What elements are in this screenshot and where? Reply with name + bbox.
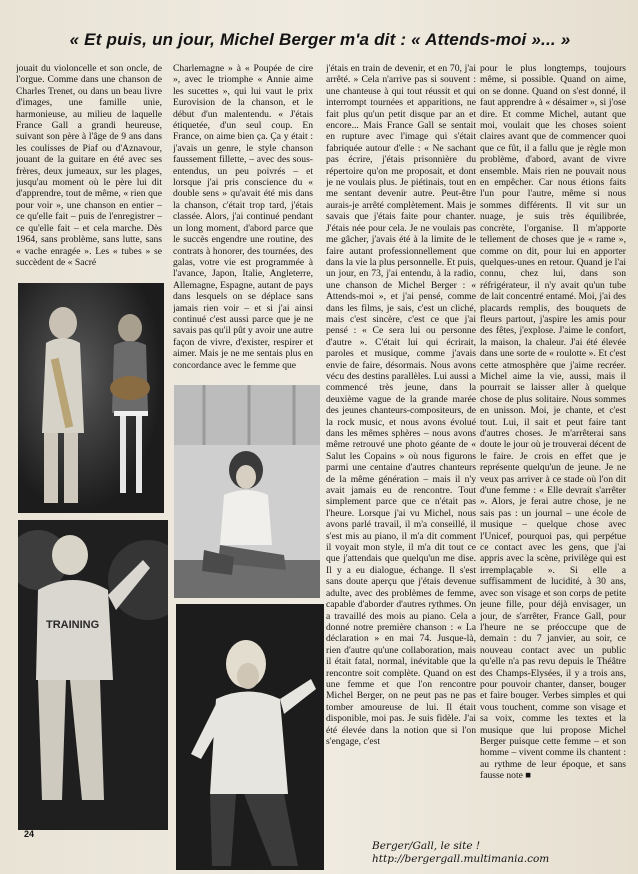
article-column-2	[173, 63, 313, 385]
article-column-3	[326, 63, 476, 853]
photo-saxophone-guitar-musicians	[18, 283, 164, 513]
column-1-text: jouait du violoncelle et son oncle, de l'orgue. Comme dans une chanson de Charles Trenet, ou dans un beau livre d'images, une famille unie, harmonieuse, au milieu de laquelle France Gall a grandi heureuse, suivant son père à l'âge de 9 ans dans les coulisses de Piaf ou d'Aznavour, jouant de la guitare en été avec ses frères, deux jumeaux, sur les plages, jusqu'au moment où le père lui dit d'apprendre, tout de même, « rien que pour voir », une chanson en entier – ce qu'elle fait – puis de l'enregistrer – ce qu'elle fait – et cela marche. Dès 1964, sans problème, sans lutte, sans « vache enragée ». Les « tubes » se succèdent de « Sacré	[16, 63, 162, 268]
photo-woman-training-sweatshirt	[18, 520, 168, 830]
page-number: 24	[24, 829, 35, 839]
photo-woman-dancing	[176, 604, 324, 870]
column-4-text: pour le plus longtemps, toujours même, si possible. Quand on aime, on se donne. Quand on s'est donné, il faut apprendre à « désaimer », si j'ose dire. Et comme Michel, autant que moi, voulait que les choses soient claires avant que de commencer quoi que ce fût, il a fallu que je règle mon problème, d'abord, avant de vivre ensemble. Mais rien ne pouvait nous en empêcher. Car nous étions faits l'un pour l'autre, même si nous sommes différents. Il vit sur un nuage, je suis très équilibrée, concrète, l'organise. Il m'apporte tellement de choses que je « rame », comme on dit, pour lui en apporter quelques-unes en retour. Quand je l'ai connu, chez lui, dans son réfrigérateur, il n'y avait qu'un tube de lait concentré entamé. Moi, j'ai des placards remplis, des bouquets de fleurs partout, j'aspire les amis pour des fêtes, j'explose. J'aime le confort, la maison, la chaleur. J'ai été élevée dans une sorte de « roulotte ». Et c'est cette atmosphère que j'aime recréer. Michel aime la vie, aussi, mais il pourrait se laisser aller à quelque chose de plus solitaire. Nous sommes en unisson. Moi, je chante, et c'est tout. Lui, il sait et peut faire tant d'autres choses. Je m'arrêterai sans doute le jour où je trouverai décent de le faire. Je crois en effet que je représente quelqu'un de jeune. Je ne veux pas arriver à ce stade où l'on dit d'une femme : « Elle devrait s'arrêter ». Alors, je ferai autre chose, je ne sais pas : un journal – une école de musique – quelque chose avec l'Unicef, pourquoi pas, qui perpétue ce contact avec les gens, que j'ai appris avec la scène, privilège qui est irremplaçable ». Si elle a suffisamment de lucidité, à 30 ans, avec son visage et son corps de petite jeune fille, pour déjà envisager, un jour, de s'arrêter, France Gall, pour l'heure ne se préoccupe que de demain : du 7 janvier, au soir, ce nouveau contact avec un public qu'elle n'a pas revu depuis le Théâtre des Champs-Elysées, il y a trois ans, pour pouvoir chanter, danser, bouger et faire bouger. Verbes simples et qui vous touchent, comme son visage et sa voix, comme les textes et la musique que lui propose Michel Berger puisque cette femme – et son homme – vivent comme ils chantent : au rythme de leur époque, et sans fausse note ■	[480, 63, 626, 782]
column-2-text: Charlemagne » à « Poupée de cire », avec le triomphe « Annie aime les sucettes », qui lui vaut le prix Eurovision de la chanson, et le début d'un malentendu. « J'étais étiquetée, d'un seul coup. En France, on aime bien ça. Ça y était : j'avais un genre, le style chanson faussement fillette, – avec des sous-entendus, un peu poivrés – et lorsque j'ai pris conscience du « double sens » qu'avait été mis dans la chanson, c'était trop tard, j'étais classée. Alors, j'ai continué pendant un long moment, d'abord parce que le succès engendre une routine, des contrats à honorer, des tournées, des galas, votre vie est programmée à l'avance, Japon, Italie, Angleterre, Allemagne, Espagne, autant de pays dans lesquels on se déplace sans jamais rien voir – et si j'ai ainsi continué c'est aussi parce que je ne savais pas qu'il pût y avoir une autre façon de vivre, d'exister, respirer et aimer. Mais je ne me sentais plus en concordance avec le femme que	[173, 63, 313, 371]
column-3-text: j'étais en train de devenir, et en 70, j'ai arrêté. » Cela n'arrive pas si souvent : une chanteuse à qui tout réussit et qui interrompt tournées et apparitions, ne fait plus qu'un petit disque par an et encore... Mais France Gall se sentait en rupture avec l'image qui s'était fabriquée autour d'elle : « Ne sachant pas écrire, j'étais prisonnière du répertoire qu'on me proposait, et dont je ne voulais plus. Je piétinais, tout en me sentant devenir autre. Peut-être aurais-je arrêté complètement. Mais je savais que j'étais faite pour chanter. J'étais née pour cela. Je ne voulais pas me gâcher, j'avais été à la limite de le faire autant professionnellement que dans la vie la plus personnelle. Et puis, un jour, en 73, j'ai entendu, à la radio, une chanson de Michel Berger : « Attends-moi », et j'ai pensé, comme dans les films, je sais, c'est un cliché, mais c'est sincère, c'est ce que j'ai pensé : « Ce sera lui ou personne d'autre ». C'était lui qui écrirait, paroles et musique, comme j'avais envie de faire, désormais. Nous avons vécu des destins parallèles. Lui aussi a commencé très jeune, dans la deuxième vague de la grande marée des jeunes chanteurs-compositeurs, de la rock music, et nous avons évolué dans les mêmes sphères – nous avons même retrouvé une photo géante de « Salut les Copains » où nous figurons parmi une centaine d'autres chanteurs de la même génération – mais il n'y avait jamais eu de rencontre. Tout simplement parce que ce n'était pas l'heure. Lorsque j'ai vu Michel, nous avons parlé travail, il m'a conseillé, il s'est mis au piano, il m'a dit comment il voyait mon style, il m'a dit tout ce que j'attendais que quelqu'un me dise. Il y a eu dialogue, échange. Il s'est sans doute aperçu que j'étais devenue adulte, avec des problèmes de femme, capable d'aborder d'autres rythmes. On a travaillé des mois au piano. Cela a donné notre première chanson : « La déclaration » en mai 74. Jusque-là, rien d'autre qu'une collaboration, mais il était fatal, normal, inévitable que la rencontre soit complète. Quand on est une femme et que l'on rencontre Michel Berger, on ne peut pas ne pas tomber amoureuse de lui. Il était disponible, moi pas. Je suis fidèle. J'ai été élevée dans la notion que si l'on s'engage, c'est	[326, 63, 476, 747]
photo-2-illustration	[18, 520, 168, 830]
photo-4-illustration	[176, 604, 324, 870]
sweatshirt-lettering: TRAINING	[46, 619, 100, 631]
site-credit-title: Berger/Gall, le site !	[372, 840, 481, 852]
article-column-4	[480, 63, 626, 826]
photo-1-illustration	[18, 283, 164, 513]
photo-woman-seated-on-floor	[174, 385, 320, 598]
site-credit	[372, 840, 630, 866]
site-credit-url[interactable]: http://bergergall.multimania.com	[372, 853, 550, 865]
article-headline: « Et puis, un jour, Michel Berger m'a dit : « Attends-moi »... »	[69, 30, 571, 49]
article-column-1	[16, 63, 162, 285]
photo-3-illustration	[174, 385, 320, 598]
